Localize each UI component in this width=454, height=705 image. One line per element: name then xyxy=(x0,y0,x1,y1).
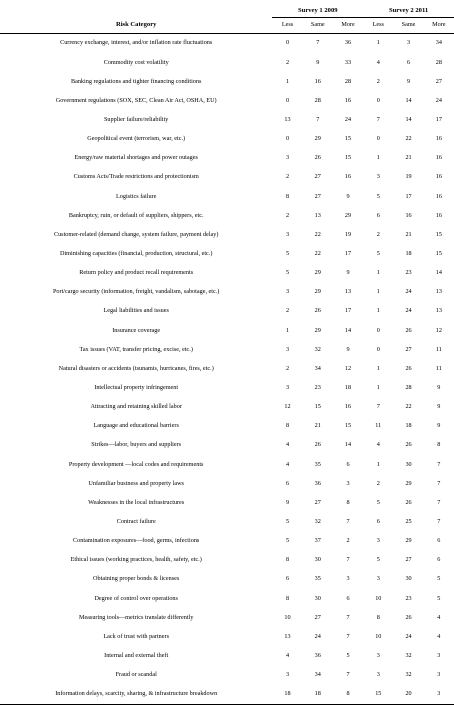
value-cell-same-2: 26 xyxy=(405,441,412,449)
survey2-header: Survey 2 2011 xyxy=(363,0,454,18)
value-cell-more-2: 15 xyxy=(435,230,442,238)
value-cell-less-1: 4 xyxy=(285,460,290,468)
value-cell-same-1: 7 xyxy=(316,116,320,124)
risk-category-cell: Port/cargo security (information, freight, vandalism, sabotage, etc.) xyxy=(52,288,220,296)
table-row xyxy=(0,666,454,685)
blank-header-cell xyxy=(0,0,272,18)
value-cell-more-2: 3 xyxy=(437,651,441,659)
value-cell-more-2: 9 xyxy=(437,403,441,411)
value-cell-same-1: 30 xyxy=(314,556,321,564)
value-cell-more-1: 6 xyxy=(346,460,350,468)
value-cell-more-2: 16 xyxy=(435,173,442,181)
value-cell-same-1: 32 xyxy=(314,345,321,353)
value-cell-same-2: 26 xyxy=(405,498,412,506)
table-row xyxy=(0,264,454,283)
table-row xyxy=(0,513,454,532)
value-cell-less-1: 5 xyxy=(285,269,290,277)
risk-category-header: Risk Category xyxy=(0,18,272,34)
value-cell-less-2: 3 xyxy=(376,671,380,679)
value-cell-less-1: 1 xyxy=(285,326,290,334)
col-header-more-2: More xyxy=(424,18,454,34)
value-cell-same-1: 36 xyxy=(314,479,321,487)
value-cell-same-1: 34 xyxy=(314,364,321,372)
value-cell-more-2: 27 xyxy=(435,77,442,85)
value-cell-less-2: 1 xyxy=(376,307,380,315)
value-cell-same-2: 18 xyxy=(405,422,412,430)
column-header-row xyxy=(0,18,454,34)
value-cell-more-2: 7 xyxy=(437,498,441,506)
value-cell-less-1: 6 xyxy=(285,479,290,487)
value-cell-more-2: 5 xyxy=(437,575,441,583)
table-row xyxy=(0,474,454,493)
table-row xyxy=(0,398,454,417)
value-cell-same-1: 29 xyxy=(314,326,321,334)
value-cell-same-1: 7 xyxy=(316,39,320,47)
value-cell-same-2: 24 xyxy=(405,288,412,296)
table-row xyxy=(0,302,454,321)
value-cell-more-1: 16 xyxy=(344,403,352,411)
value-cell-more-1: 28 xyxy=(344,77,352,85)
value-cell-same-2: 17 xyxy=(405,192,412,200)
value-cell-same-2: 27 xyxy=(405,345,412,353)
value-cell-same-1: 26 xyxy=(314,154,321,162)
value-cell-more-1: 9 xyxy=(346,192,350,200)
value-cell-more-1: 9 xyxy=(346,269,350,277)
value-cell-same-2: 23 xyxy=(405,594,412,602)
value-cell-same-2: 24 xyxy=(405,632,412,640)
value-cell-same-2: 30 xyxy=(405,575,412,583)
value-cell-more-1: 6 xyxy=(346,594,350,602)
value-cell-same-2: 16 xyxy=(405,211,412,219)
value-cell-same-2: 14 xyxy=(405,116,412,124)
value-cell-more-1: 9 xyxy=(346,345,350,353)
value-cell-same-1: 9 xyxy=(316,58,320,66)
risk-category-cell: Fraud or scandal xyxy=(115,671,157,679)
value-cell-same-2: 32 xyxy=(405,671,412,679)
value-cell-more-2: 4 xyxy=(437,613,441,621)
value-cell-same-2: 26 xyxy=(405,613,412,621)
value-cell-less-1: 3 xyxy=(285,154,290,162)
value-cell-same-2: 25 xyxy=(405,517,412,525)
value-cell-less-1: 13 xyxy=(284,116,291,124)
risk-category-cell: Weaknesses in the local infrastructures xyxy=(88,498,185,506)
value-cell-same-2: 24 xyxy=(405,307,412,315)
table-row xyxy=(0,589,454,608)
value-cell-more-2: 11 xyxy=(435,345,442,353)
value-cell-less-2: 15 xyxy=(363,685,393,705)
risk-category-cell: Intellectual property infringement xyxy=(94,384,179,391)
value-cell-less-2: 6 xyxy=(376,517,380,525)
risk-category-cell: Logistics failure xyxy=(115,192,157,200)
value-cell-less-2: 10 xyxy=(375,594,382,602)
value-cell-more-2: 6 xyxy=(437,556,441,564)
value-cell-more-2: 16 xyxy=(435,154,442,162)
value-cell-more-2: 17 xyxy=(435,116,442,124)
table-row xyxy=(0,340,454,359)
value-cell-less-1: 3 xyxy=(285,345,290,353)
value-cell-more-1: 18 xyxy=(344,384,352,391)
value-cell-less-2: 3 xyxy=(376,575,380,583)
value-cell-more-2: 8 xyxy=(437,441,441,449)
risk-category-cell: Degree of control over operations xyxy=(94,594,178,602)
value-cell-more-2: 34 xyxy=(435,39,442,47)
value-cell-same-2: 19 xyxy=(405,173,412,181)
value-cell-same-2: 18 xyxy=(405,250,412,258)
value-cell-more-2: 9 xyxy=(437,422,441,430)
value-cell-more-2: 12 xyxy=(435,326,442,334)
table-row xyxy=(0,245,454,264)
risk-category-cell: Contract failure xyxy=(116,517,156,525)
value-cell-less-1: 2 xyxy=(285,364,290,372)
value-cell-more-1: 12 xyxy=(344,364,352,372)
risk-category-cell: Bankruptcy, ruin, or default of suppliers, shippers, etc. xyxy=(68,211,204,219)
value-cell-less-1: 5 xyxy=(285,250,290,258)
risk-category-cell: Supplier failure/reliability xyxy=(103,116,169,124)
value-cell-less-2: 3 xyxy=(376,537,380,545)
value-cell-more-1: 19 xyxy=(344,230,352,238)
value-cell-less-2: 8 xyxy=(376,613,380,621)
value-cell-same-2: 30 xyxy=(405,460,412,468)
risk-category-cell: Strikes—labor, buyers and suppliers xyxy=(91,441,182,449)
risk-category-cell: Attracting and retaining skilled labor xyxy=(90,403,182,411)
value-cell-more-1: 8 xyxy=(346,498,350,506)
value-cell-less-2: 1 xyxy=(376,364,380,372)
table-row xyxy=(0,130,454,149)
value-cell-same-1: 35 xyxy=(314,575,321,583)
value-cell-same-1: 27 xyxy=(314,192,321,200)
value-cell-same-1: 29 xyxy=(314,269,321,277)
table-row xyxy=(0,72,454,91)
value-cell-less-1: 2 xyxy=(285,211,290,219)
col-header-same-2: Same xyxy=(393,18,423,34)
value-cell-less-1: 0 xyxy=(285,96,290,104)
table-row xyxy=(0,379,454,398)
value-cell-more-1: 13 xyxy=(344,288,352,296)
value-cell-same-2: 3 xyxy=(406,39,411,47)
table-row xyxy=(0,283,454,302)
risk-category-cell: Insurance coverage xyxy=(112,326,161,334)
value-cell-more-2: 4 xyxy=(437,632,441,640)
value-cell-more-1: 14 xyxy=(344,326,352,334)
value-cell-less-1: 8 xyxy=(285,192,290,200)
value-cell-more-1: 7 xyxy=(346,613,350,621)
col-header-less-2: Less xyxy=(363,18,393,34)
value-cell-less-1: 18 xyxy=(272,685,302,705)
value-cell-same-1: 37 xyxy=(314,537,321,545)
value-cell-same-2: 21 xyxy=(405,230,412,238)
risk-category-cell: Measuring tools—metrics translate differently xyxy=(78,613,194,621)
value-cell-less-2: 1 xyxy=(376,288,380,296)
value-cell-more-1: 15 xyxy=(344,422,352,430)
risk-category-cell: Customs Acts/Trade restrictions and protectionism xyxy=(73,173,199,181)
col-header-less-1: Less xyxy=(272,18,302,34)
value-cell-more-2: 7 xyxy=(437,479,441,487)
value-cell-same-1: 22 xyxy=(314,250,321,258)
value-cell-same-2: 29 xyxy=(405,479,412,487)
table-row xyxy=(0,168,454,187)
value-cell-less-1: 8 xyxy=(285,594,290,602)
value-cell-more-2: 16 xyxy=(435,135,442,143)
value-cell-more-2: 7 xyxy=(437,517,441,525)
value-cell-less-1: 3 xyxy=(285,671,290,679)
value-cell-same-2: 22 xyxy=(405,135,412,143)
risk-category-cell: Government regulations (SOX, SEC, Clean Air Act, OSHA, EU) xyxy=(55,96,217,104)
value-cell-same-1: 22 xyxy=(314,230,321,238)
table-row xyxy=(0,187,454,206)
risk-category-cell: Internal and external theft xyxy=(104,651,169,659)
risk-category-cell: Ethical issues (working practices, health, safety, etc.) xyxy=(70,556,202,564)
value-cell-less-2: 1 xyxy=(376,154,380,162)
value-cell-less-1: 3 xyxy=(285,230,290,238)
value-cell-less-2: 5 xyxy=(376,556,380,564)
value-cell-more-2: 6 xyxy=(437,537,441,545)
value-cell-same-2: 28 xyxy=(405,384,412,391)
value-cell-same-1: 35 xyxy=(314,460,321,468)
value-cell-more-2: 7 xyxy=(437,460,441,468)
value-cell-more-2: 16 xyxy=(435,211,442,219)
value-cell-more-2: 16 xyxy=(435,192,442,200)
risk-category-cell: Diminishing capacities (financial, production, structural, etc.) xyxy=(59,250,213,258)
table-row xyxy=(0,206,454,225)
value-cell-same-1: 34 xyxy=(314,671,321,679)
value-cell-less-2: 0 xyxy=(376,345,380,353)
value-cell-same-2: 6 xyxy=(406,58,411,66)
value-cell-less-1: 3 xyxy=(285,384,290,391)
table-row xyxy=(0,627,454,646)
value-cell-same-2: 32 xyxy=(405,651,412,659)
value-cell-more-1: 36 xyxy=(344,39,352,47)
value-cell-more-1: 24 xyxy=(344,116,352,124)
value-cell-same-2: 26 xyxy=(405,326,412,334)
value-cell-less-2: 6 xyxy=(376,211,380,219)
value-cell-same-2: 29 xyxy=(405,537,412,545)
value-cell-more-1: 29 xyxy=(344,211,352,219)
value-cell-less-2: 0 xyxy=(376,135,380,143)
value-cell-same-1: 24 xyxy=(314,632,321,640)
table-row xyxy=(0,685,454,705)
value-cell-more-1: 16 xyxy=(344,173,352,181)
value-cell-same-1: 23 xyxy=(314,384,321,391)
risk-category-cell: Information delays, scarcity, sharing, & infrastructure breakdown xyxy=(0,685,272,705)
value-cell-less-2: 2 xyxy=(376,479,380,487)
value-cell-more-1: 8 xyxy=(333,685,363,705)
value-cell-more-1: 16 xyxy=(344,96,352,104)
table-row xyxy=(0,436,454,455)
table-row xyxy=(0,551,454,570)
value-cell-less-2: 10 xyxy=(375,632,382,640)
table-row xyxy=(0,111,454,130)
value-cell-less-2: 5 xyxy=(376,192,380,200)
value-cell-more-2: 9 xyxy=(437,384,441,391)
value-cell-less-1: 4 xyxy=(285,441,290,449)
risk-category-cell: Currency exchange, interest, and/or inflation rate fluctuations xyxy=(60,39,213,47)
value-cell-same-1: 32 xyxy=(314,517,321,525)
value-cell-more-1: 15 xyxy=(344,135,352,143)
risk-category-cell: Legal liabilities and issues xyxy=(103,307,169,315)
table-row xyxy=(0,91,454,110)
value-cell-more-2: 5 xyxy=(437,594,441,602)
value-cell-less-1: 4 xyxy=(285,651,290,659)
value-cell-less-2: 1 xyxy=(376,39,380,47)
value-cell-more-2: 14 xyxy=(435,269,442,277)
value-cell-less-2: 0 xyxy=(376,96,380,104)
table-row xyxy=(0,34,454,54)
table-row xyxy=(0,321,454,340)
value-cell-less-1: 3 xyxy=(285,288,290,296)
survey1-header: Survey 1 2009 xyxy=(272,0,363,18)
risk-category-cell: Obtaining proper bonds & licenses xyxy=(93,575,180,583)
value-cell-less-1: 8 xyxy=(285,556,290,564)
risk-category-cell: Lack of trust with partners xyxy=(103,632,169,640)
value-cell-same-1: 15 xyxy=(314,403,321,411)
value-cell-same-1: 27 xyxy=(314,613,321,621)
value-cell-less-1: 8 xyxy=(285,422,290,430)
value-cell-less-1: 6 xyxy=(285,575,290,583)
value-cell-more-2: 13 xyxy=(435,307,442,315)
value-cell-less-2: 1 xyxy=(376,460,380,468)
value-cell-same-2: 14 xyxy=(405,96,412,104)
value-cell-more-1: 3 xyxy=(346,575,350,583)
value-cell-more-1: 7 xyxy=(346,671,350,679)
value-cell-less-1: 13 xyxy=(284,632,291,640)
value-cell-less-2: 3 xyxy=(376,651,380,659)
value-cell-same-1: 18 xyxy=(303,685,333,705)
value-cell-more-2: 3 xyxy=(424,685,454,705)
table-row xyxy=(0,455,454,474)
value-cell-less-2: 5 xyxy=(376,250,380,258)
value-cell-less-2: 11 xyxy=(375,422,382,430)
value-cell-less-2: 7 xyxy=(376,116,380,124)
value-cell-more-2: 11 xyxy=(435,364,442,372)
table-row xyxy=(0,647,454,666)
value-cell-more-1: 33 xyxy=(344,58,352,66)
col-header-more-1: More xyxy=(333,18,363,34)
value-cell-less-2: 3 xyxy=(376,173,380,181)
value-cell-less-2: 1 xyxy=(376,384,380,391)
value-cell-more-1: 3 xyxy=(346,479,350,487)
value-cell-less-2: 4 xyxy=(376,58,380,66)
table-row xyxy=(0,225,454,244)
value-cell-same-1: 28 xyxy=(314,96,321,104)
value-cell-more-1: 7 xyxy=(346,632,350,640)
table-row xyxy=(0,417,454,436)
value-cell-less-2: 1 xyxy=(376,269,380,277)
value-cell-more-1: 2 xyxy=(346,537,350,545)
risk-category-cell: Natural disasters or accidents (tsunamis, hurricanes, fires, etc.) xyxy=(58,364,214,372)
value-cell-same-2: 21 xyxy=(405,154,412,162)
value-cell-less-2: 5 xyxy=(376,498,380,506)
value-cell-less-1: 12 xyxy=(284,403,291,411)
risk-category-cell: Geopolitical event (terrorism, war, etc.) xyxy=(87,135,186,143)
value-cell-same-1: 29 xyxy=(314,135,321,143)
table-row xyxy=(0,608,454,627)
value-cell-less-2: 2 xyxy=(376,230,380,238)
survey-header-row xyxy=(0,0,454,18)
value-cell-same-1: 26 xyxy=(314,441,321,449)
value-cell-same-1: 29 xyxy=(314,288,321,296)
table-row xyxy=(0,532,454,551)
value-cell-more-1: 17 xyxy=(344,307,352,315)
value-cell-more-2: 3 xyxy=(437,671,441,679)
value-cell-less-2: 2 xyxy=(376,77,380,85)
risk-category-cell: Return policy and product recall requirements xyxy=(79,269,194,277)
risk-category-cell: Unfamiliar business and property laws xyxy=(88,479,184,487)
value-cell-same-2: 23 xyxy=(405,269,412,277)
value-cell-same-1: 27 xyxy=(314,173,321,181)
value-cell-more-1: 14 xyxy=(344,441,352,449)
risk-category-cell: Property development —local codes and requirements xyxy=(68,460,204,468)
value-cell-same-1: 26 xyxy=(314,307,321,315)
value-cell-less-1: 5 xyxy=(285,537,290,545)
value-cell-less-1: 2 xyxy=(285,307,290,315)
risk-category-cell: Energy/raw material shortages and power outages xyxy=(74,154,198,162)
value-cell-more-2: 28 xyxy=(435,58,442,66)
table-body xyxy=(0,34,454,705)
col-header-same-1: Same xyxy=(303,18,333,34)
value-cell-same-2: 27 xyxy=(405,556,412,564)
risk-category-cell: Banking regulations and tighter financing conditions xyxy=(70,77,202,85)
value-cell-more-2: 13 xyxy=(435,288,442,296)
value-cell-more-1: 7 xyxy=(346,556,350,564)
table-row xyxy=(0,53,454,72)
value-cell-same-2: 22 xyxy=(405,403,412,411)
value-cell-same-1: 36 xyxy=(314,651,321,659)
value-cell-more-2: 24 xyxy=(435,96,442,104)
risk-category-cell: Customer-related (demand change, system failure, payment delay) xyxy=(53,230,219,238)
value-cell-less-1: 0 xyxy=(285,135,290,143)
value-cell-same-2: 20 xyxy=(393,685,423,705)
value-cell-more-1: 5 xyxy=(346,651,350,659)
value-cell-less-2: 0 xyxy=(376,326,380,334)
value-cell-more-1: 15 xyxy=(344,154,352,162)
value-cell-same-1: 16 xyxy=(314,77,321,85)
value-cell-same-1: 13 xyxy=(314,211,321,219)
value-cell-same-1: 30 xyxy=(314,594,321,602)
value-cell-more-1: 7 xyxy=(346,517,350,525)
value-cell-less-1: 10 xyxy=(284,613,291,621)
value-cell-same-1: 21 xyxy=(314,422,321,430)
value-cell-less-1: 2 xyxy=(285,58,290,66)
value-cell-same-2: 26 xyxy=(405,364,412,372)
value-cell-less-1: 2 xyxy=(285,173,290,181)
value-cell-more-1: 17 xyxy=(344,250,352,258)
table-row xyxy=(0,493,454,512)
value-cell-more-2: 15 xyxy=(435,250,442,258)
table-row xyxy=(0,149,454,168)
table-row xyxy=(0,570,454,589)
risk-category-cell: Contamination exposures—food, germs, infections xyxy=(73,537,200,545)
table-row xyxy=(0,359,454,378)
value-cell-less-1: 9 xyxy=(285,498,290,506)
value-cell-same-1: 27 xyxy=(314,498,321,506)
value-cell-less-1: 5 xyxy=(285,517,290,525)
value-cell-less-2: 7 xyxy=(376,403,380,411)
risk-category-cell: Language and educational barriers xyxy=(93,422,179,430)
risk-category-cell: Tax issues (VAT, transfer pricing, excise, etc.) xyxy=(79,345,193,353)
value-cell-same-2: 9 xyxy=(406,77,411,85)
value-cell-less-1: 1 xyxy=(285,77,290,85)
value-cell-less-1: 0 xyxy=(285,39,290,47)
risk-category-cell: Commodity cost volatility xyxy=(103,58,169,66)
value-cell-less-2: 4 xyxy=(376,441,380,449)
